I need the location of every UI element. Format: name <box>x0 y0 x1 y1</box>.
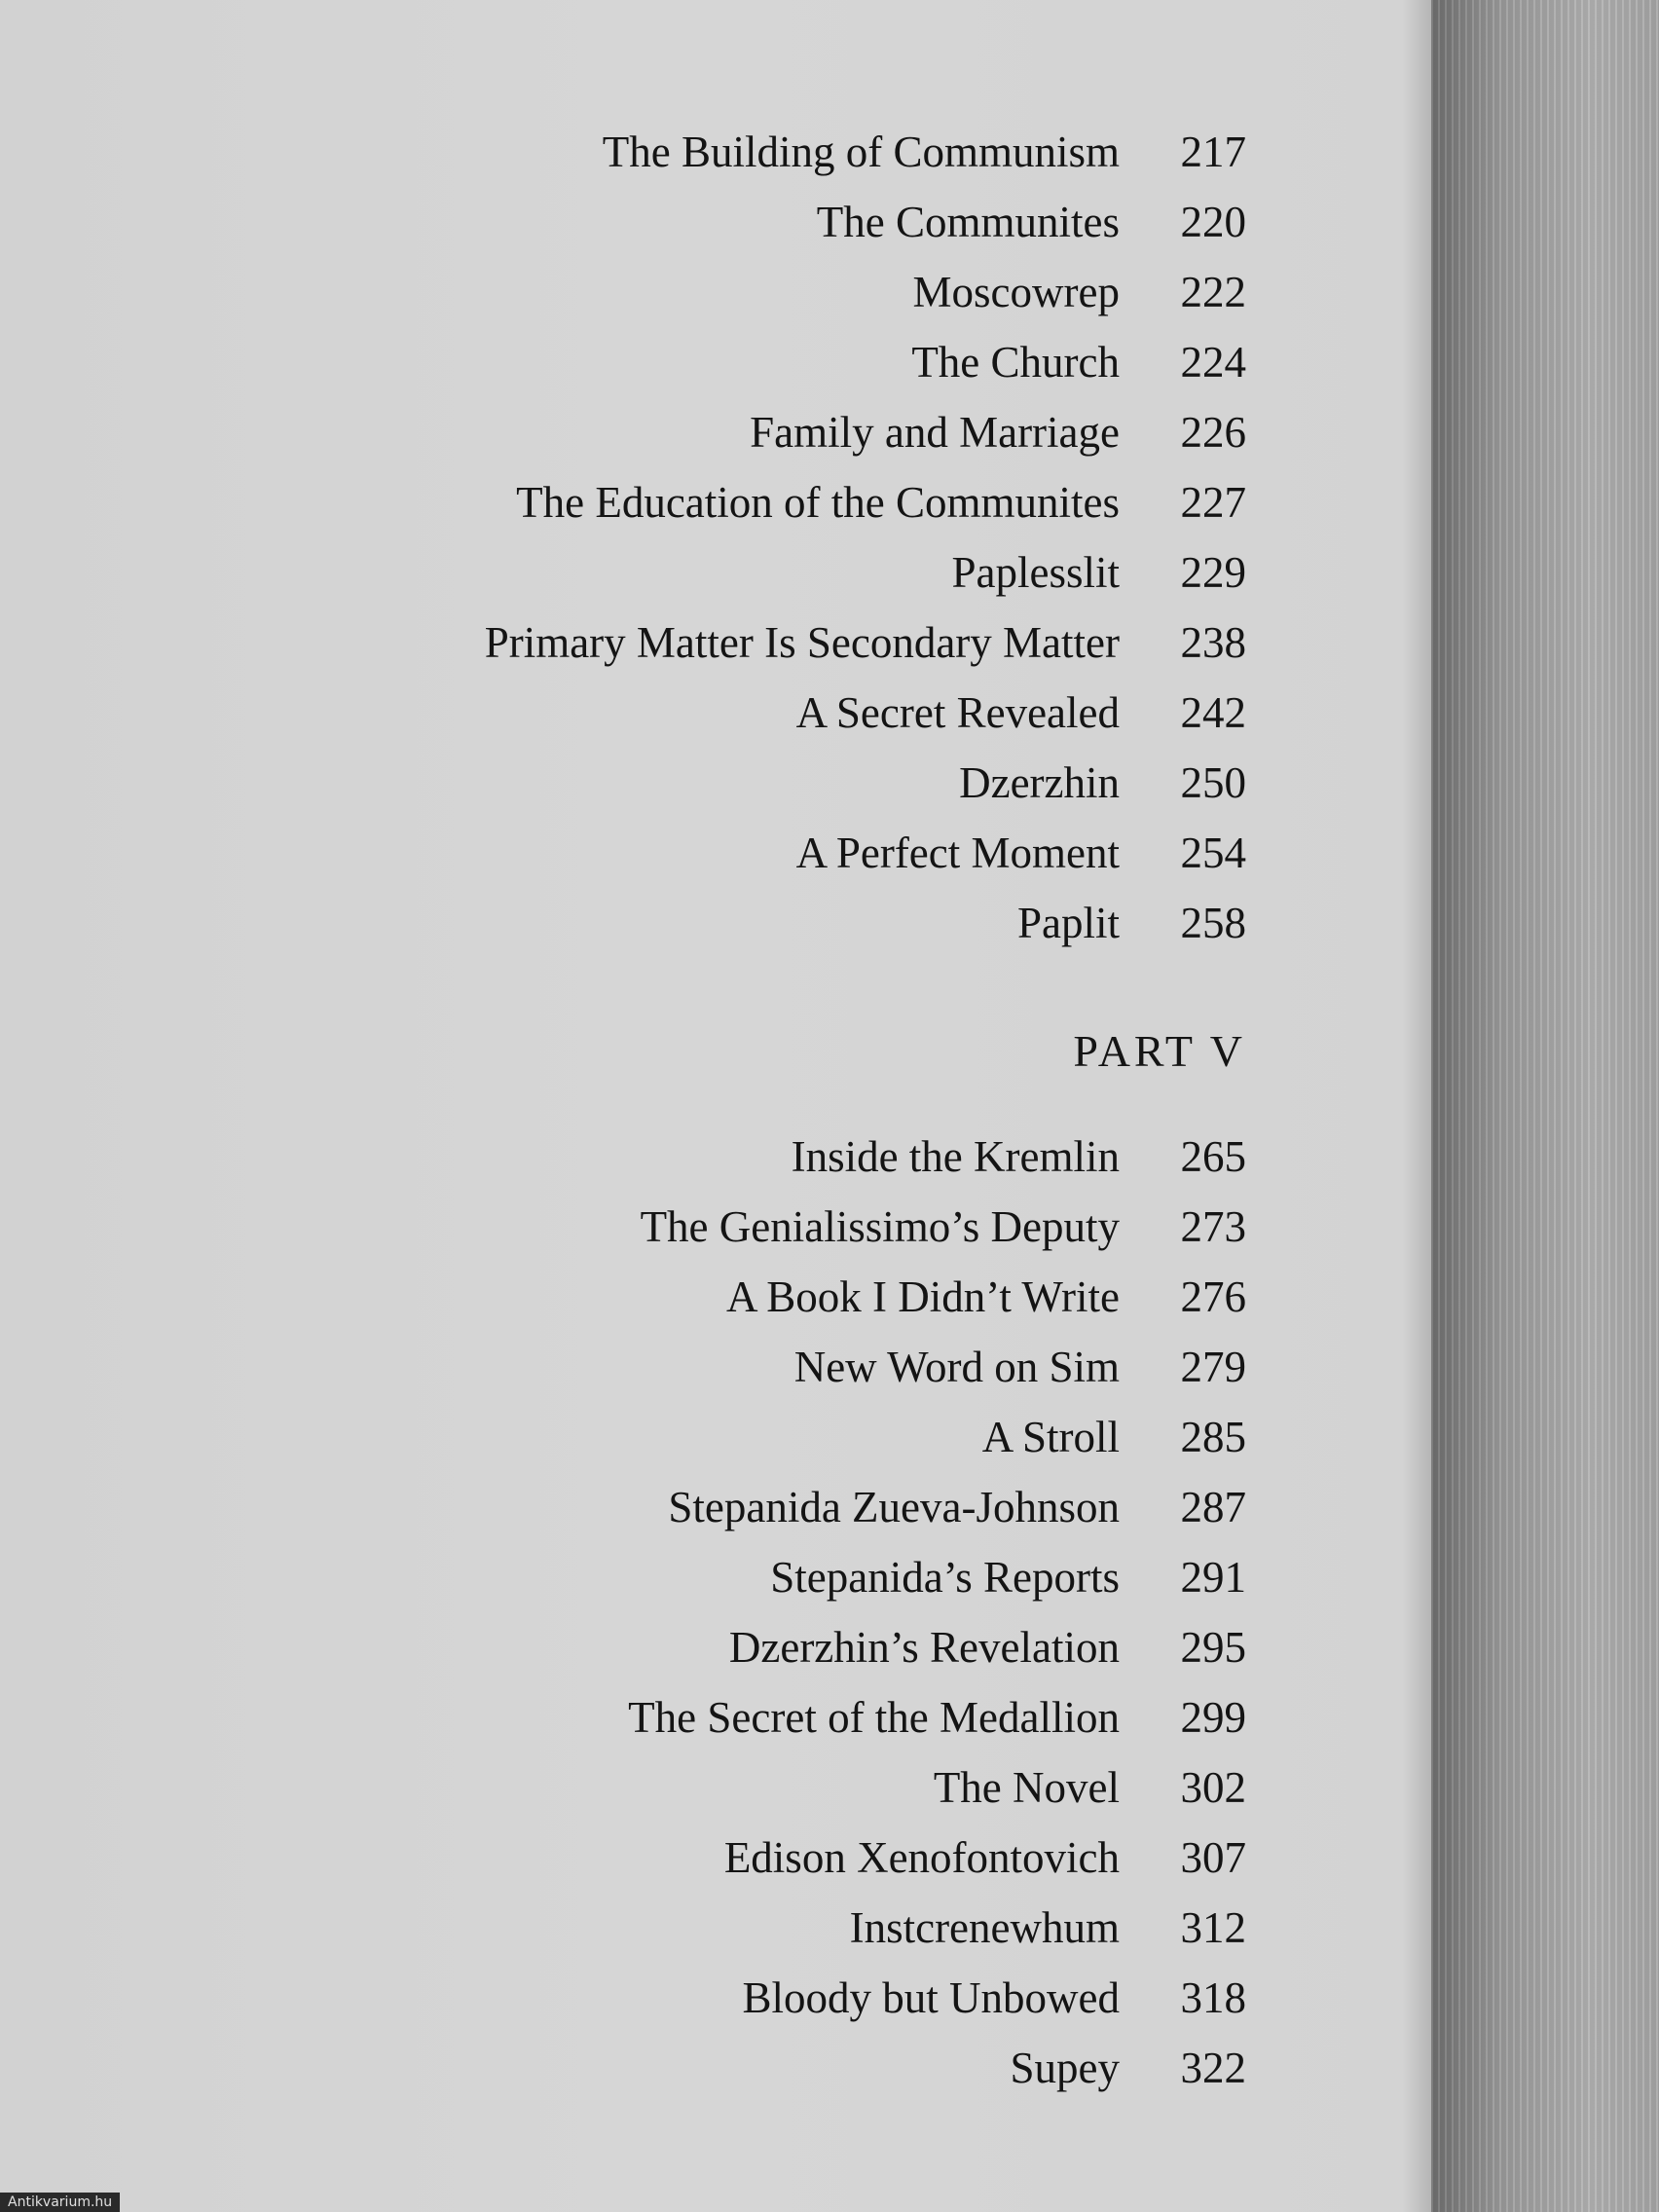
toc-entry <box>370 1402 1246 1472</box>
toc-list-part-v <box>370 1122 1246 2103</box>
toc-entry-page: 258 <box>1180 899 1246 947</box>
toc-entry <box>370 257 1246 327</box>
toc-entry-title: Stepanida Zueva-Johnson <box>668 1483 1120 1531</box>
toc-entry <box>370 1262 1246 1332</box>
toc-entry-page: 238 <box>1180 618 1246 667</box>
toc-entry-page: 226 <box>1180 408 1246 457</box>
toc-entry-page: 224 <box>1180 338 1246 387</box>
toc-entry-page: 318 <box>1180 1973 1246 2022</box>
toc-entry-title: Paplesslit <box>951 548 1120 597</box>
toc-entry <box>370 327 1246 397</box>
toc-entry <box>370 608 1246 678</box>
toc-entry-title: Bloody but Unbowed <box>742 1973 1120 2022</box>
part-heading: PART V <box>1073 1026 1246 1076</box>
toc-entry <box>370 748 1246 818</box>
toc-entry <box>370 1893 1246 1963</box>
toc-entry-title: A Book I Didn’t Write <box>725 1272 1120 1321</box>
toc-entry-title: Inside the Kremlin <box>791 1132 1120 1181</box>
toc-entry <box>370 2033 1246 2103</box>
toc-entry-page: 312 <box>1180 1903 1246 1952</box>
toc-list-part-iv <box>370 117 1246 958</box>
toc-entry-title: New Word on Sim <box>793 1343 1120 1391</box>
toc-entry <box>370 117 1246 187</box>
toc-entry-page: 299 <box>1180 1693 1246 1742</box>
toc-entry-title: The Secret of the Medallion <box>628 1693 1120 1742</box>
toc-entry-page: 302 <box>1180 1763 1246 1812</box>
toc-entry-title: Primary Matter Is Secondary Matter <box>484 618 1120 667</box>
toc-entry-page: 222 <box>1180 268 1246 316</box>
toc-entry-title: The Church <box>911 338 1120 387</box>
toc-entry <box>370 397 1246 467</box>
toc-entry <box>370 1192 1246 1262</box>
toc-entry-page: 273 <box>1180 1202 1246 1251</box>
toc-entry <box>370 1823 1246 1893</box>
toc-entry-title: The Education of the Communites <box>516 478 1120 527</box>
toc-entry-page: 265 <box>1180 1132 1246 1181</box>
toc-entry-title: A Secret Revealed <box>795 688 1120 737</box>
toc-entry-title: The Novel <box>933 1763 1120 1812</box>
toc-entry <box>370 1332 1246 1402</box>
toc-entry <box>370 1752 1246 1823</box>
toc-entry-page: 250 <box>1180 758 1246 807</box>
toc-entry <box>370 678 1246 748</box>
toc-entry <box>370 467 1246 537</box>
toc-entry-page: 287 <box>1180 1483 1246 1531</box>
toc-entry-page: 285 <box>1180 1413 1246 1461</box>
toc-entry-title: Family and Marriage <box>750 408 1120 457</box>
toc-entry-title: Dzerzhin’s Revelation <box>728 1623 1120 1672</box>
toc-entry-title: Instcrenewhum <box>849 1903 1120 1952</box>
toc-entry-title: A Stroll <box>981 1413 1120 1461</box>
watermark: Antikvarium.hu <box>0 2193 120 2212</box>
toc-entry-title: Supey <box>1010 2044 1120 2092</box>
toc-entry-page: 279 <box>1180 1343 1246 1391</box>
toc-entry-page: 295 <box>1180 1623 1246 1672</box>
toc-entry <box>370 1472 1246 1542</box>
toc-entry-title: The Building of Communism <box>602 128 1120 176</box>
toc-entry-title: Stepanida’s Reports <box>770 1553 1120 1602</box>
table-of-contents <box>370 117 1246 2103</box>
toc-entry-page: 227 <box>1180 478 1246 527</box>
toc-entry-title: A Perfect Moment <box>795 829 1120 877</box>
toc-entry-page: 291 <box>1180 1553 1246 1602</box>
toc-entry <box>370 187 1246 257</box>
toc-entry-title: The Communites <box>816 198 1120 246</box>
toc-entry-page: 307 <box>1180 1833 1246 1882</box>
toc-entry <box>370 537 1246 608</box>
toc-entry <box>370 818 1246 888</box>
toc-entry <box>370 888 1246 958</box>
toc-entry-page: 220 <box>1180 198 1246 246</box>
toc-entry <box>370 1612 1246 1682</box>
toc-entry <box>370 1542 1246 1612</box>
toc-entry-page: 242 <box>1180 688 1246 737</box>
toc-entry-title: Moscowrep <box>912 268 1120 316</box>
toc-entry <box>370 1682 1246 1752</box>
toc-entry-title: Paplit <box>1016 899 1120 947</box>
toc-entry <box>370 1122 1246 1192</box>
toc-entry-page: 217 <box>1180 128 1246 176</box>
toc-entry-page: 229 <box>1180 548 1246 597</box>
toc-entry-title: Edison Xenofontovich <box>723 1833 1120 1882</box>
toc-entry <box>370 1963 1246 2033</box>
toc-entry-page: 254 <box>1180 829 1246 877</box>
toc-entry-title: Dzerzhin <box>959 758 1120 807</box>
toc-entry-page: 322 <box>1180 2044 1246 2092</box>
toc-entry-page: 276 <box>1180 1272 1246 1321</box>
toc-entry-title: The Genialissimo’s Deputy <box>640 1202 1120 1251</box>
book-edge <box>1431 0 1659 2212</box>
